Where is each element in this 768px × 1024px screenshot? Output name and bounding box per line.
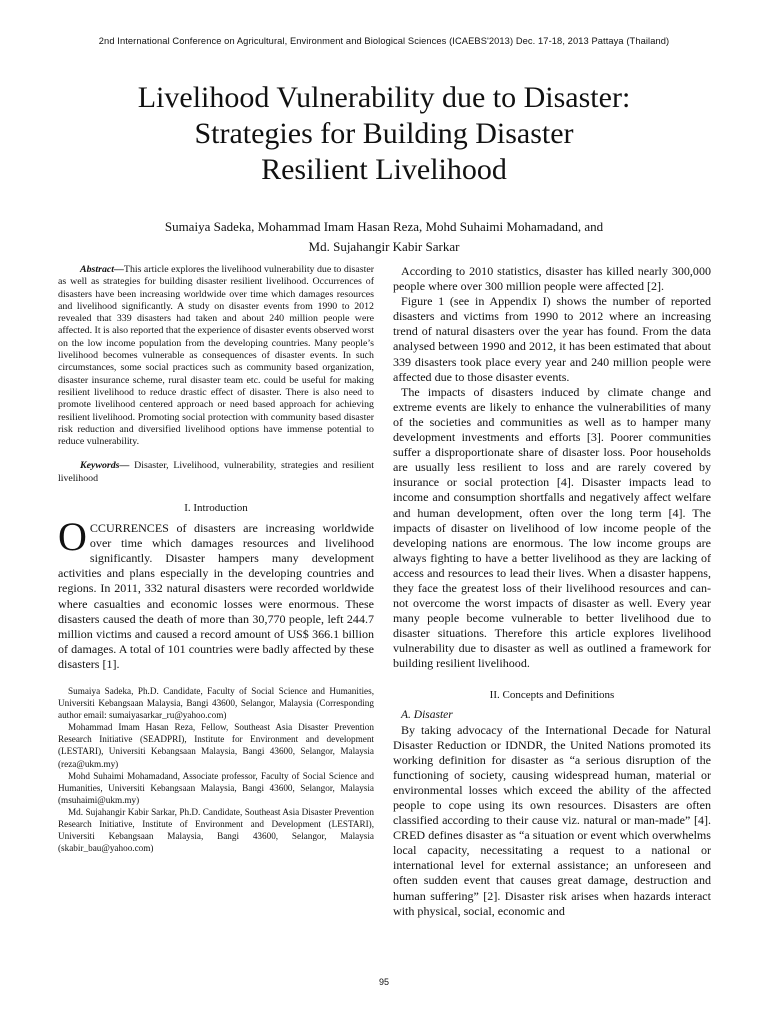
subsection-heading-disaster: A. Disaster	[401, 708, 453, 721]
body-paragraph: The impacts of disasters induced by climate change and extreme events are likely to enhance the vulnerabilities of many of the societies and communities as well as to hamper many development investments and efforts [3]. Poorer communities suffer a disproportionate share of disaster loss. Poor households are usually less resilient to loss and are rarely covered by insurance or social protection [4]. Disaster impacts lead to income and consumption shortfalls and negatively affect welfare and human development, often over the long term [4]. The impacts of disaster on livelihood of low income people of the developing nations are enormous. The low income groups are always fighting to have a better livelihood as they are lacking of access and resources to lead their lives. When a disaster happens, they face the greatest loss of their livelihood resources and can-not overcome the worst impacts of disaster as well. Every year many people become vulnerable to better livelihood due to disaster situations. Therefore this article explores livelihood vulnerability due to disaster as well as outlined a framework for building resilient livelihood.	[393, 384, 711, 671]
authors-line-1: Sumaiya Sadeka, Mohammad Imam Hasan Reza, Mohd Suhaimi Mohamadand, and	[164, 219, 604, 234]
keywords-text: Disaster, Livelihood, vulnerability, strategies and resilient livelihood	[58, 460, 374, 484]
footnote: Md. Sujahangir Kabir Sarkar, Ph.D. Candidate, Southeast Asia Disaster Prevention Research Initiative, Institute of Environment and Development (LESTARI), Universiti Kebangsaan Malaysia, Bangi 43600, Selangor, Malaysia (skabir_bau@yahoo.com)	[58, 806, 374, 854]
abstract-text: This article explores the livelihood vulnerability due to disaster as well as strategies for building disaster resilient livelihood. Occurrences of disasters have been increasing worldwide over time which damages resources and livelihood significantly. A study on disaster events from 1990 to 2012 revealed that 339 disasters had taken and about 240 million people were affected. It is also reported that the experience of disaster events observed worst on the low income population from the developing countries. Many people’s livelihood becomes vulnerable as consequences of disaster events. In such circumstances, some social practices such as community based organization, disaster insurance scheme, rural disaster team etc. could be useful for making resilient livelihood to reduce drastic effect of disaster. There is also need to promote livelihood centered approach or need based approach for achieving resilient livelihood. Promoting social protection with community based disaster risk reduction and diversified livelihood options have immense potential to reduce vulnerability.	[58, 264, 375, 448]
section-heading-concepts: II. Concepts and Definitions	[489, 688, 615, 701]
right-column	[393, 264, 711, 919]
section-heading-introduction: I. Introduction	[184, 502, 248, 515]
title-line-2: Strategies for Building Disaster	[194, 117, 574, 150]
body-paragraph: Figure 1 (see in Appendix I) shows the number of reported disasters and victims from 1990 to 2012 where an increasing trend of natural disasters over the year has found. From the data analysed between 1990 and 2012, it has been estimated that about 339 disasters took place every year and 240 million people were affected due to those disaster events.	[393, 294, 711, 384]
conference-header: 2nd International Conference on Agricultural, Environment and Biological Sciences (ICAEBS'2013) Dec. 17-18, 2013 Pattaya (Thailand)	[98, 36, 670, 46]
abstract	[58, 264, 374, 448]
authors-line-2: Md. Sujahangir Kabir Sarkar	[308, 239, 460, 254]
page-number: 95	[378, 977, 389, 987]
footnote: Mohd Suhaimi Mohamadand, Associate professor, Faculty of Social Science and Humanities, Universiti Kebangsaan Malaysia, Bangi 43600, Selangor, Malaysia (msuhaimi@ukm.my)	[58, 770, 374, 805]
abstract-label: Abstract—	[80, 264, 124, 275]
paper-title	[80, 80, 688, 188]
title-line-3: Resilient Livelihood	[261, 153, 507, 186]
body-paragraph: According to 2010 statistics, disaster has killed nearly 300,000 people where over 300 million people were affected [2].	[393, 264, 711, 294]
keywords	[58, 460, 374, 485]
drop-cap: O	[58, 514, 87, 560]
body-paragraph: By taking advocacy of the International Decade for Natural Disaster Reduction or IDNDR, the United Nations promoted its working definition for disaster as “a serious disruption of the functioning of society, causing widespread human, material or environmental losses which exceed the ability of the affected people to cope using its own resources. Disasters are often classified according to their cause viz. natural or man-made” [4]. CRED defines disaster as “a situation or event which overwhelms local capacity, necessitating a request to a national or international level for external assistance; an unforeseen and often sudden event that causes great damage, destruction and human suffering” [2]. Disaster risk arises when hazards interact with physical, social, economic and	[393, 722, 711, 918]
title-line-1: Livelihood Vulnerability due to Disaster:	[137, 81, 631, 114]
keywords-label: Keywords—	[80, 460, 130, 472]
footnote: Sumaiya Sadeka, Ph.D. Candidate, Faculty of Social Science and Humanities, Universiti Kebangsaan Malaysia, Bangi 43600, Selangor, Malaysia (Corresponding author email: sumaiyasarkar_ru@yahoo.com)	[58, 685, 374, 721]
left-column	[58, 264, 374, 854]
introduction-text: CCURRENCES of disasters are increasing worldwide over time which damages resources and livelihood significantly. Disaster hampers many development activities and plans especially in the developing countries and regions. In 2011, 332 natural disasters were recorded worldwide where casualties and economic losses were enormous. These disasters caused the death of more than 30,770 people, left 244.7 million victims and caused a record amount of US$ 366.1 billion of damages. A total of 101 countries were badly affected by these disasters [1].	[58, 521, 374, 671]
introduction-paragraph	[58, 514, 374, 672]
footnote: Mohammad Imam Hasan Reza, Fellow, Southeast Asia Disaster Prevention Research Initiative (SEADPRI), Institute for Environment and development (LESTARI), Universiti Kebangsaan Malaysia, Bangi 43600, Selangor, Malaysia (reza@ukm.my)	[58, 722, 374, 769]
author-list	[100, 217, 668, 257]
author-footnotes	[58, 685, 374, 854]
